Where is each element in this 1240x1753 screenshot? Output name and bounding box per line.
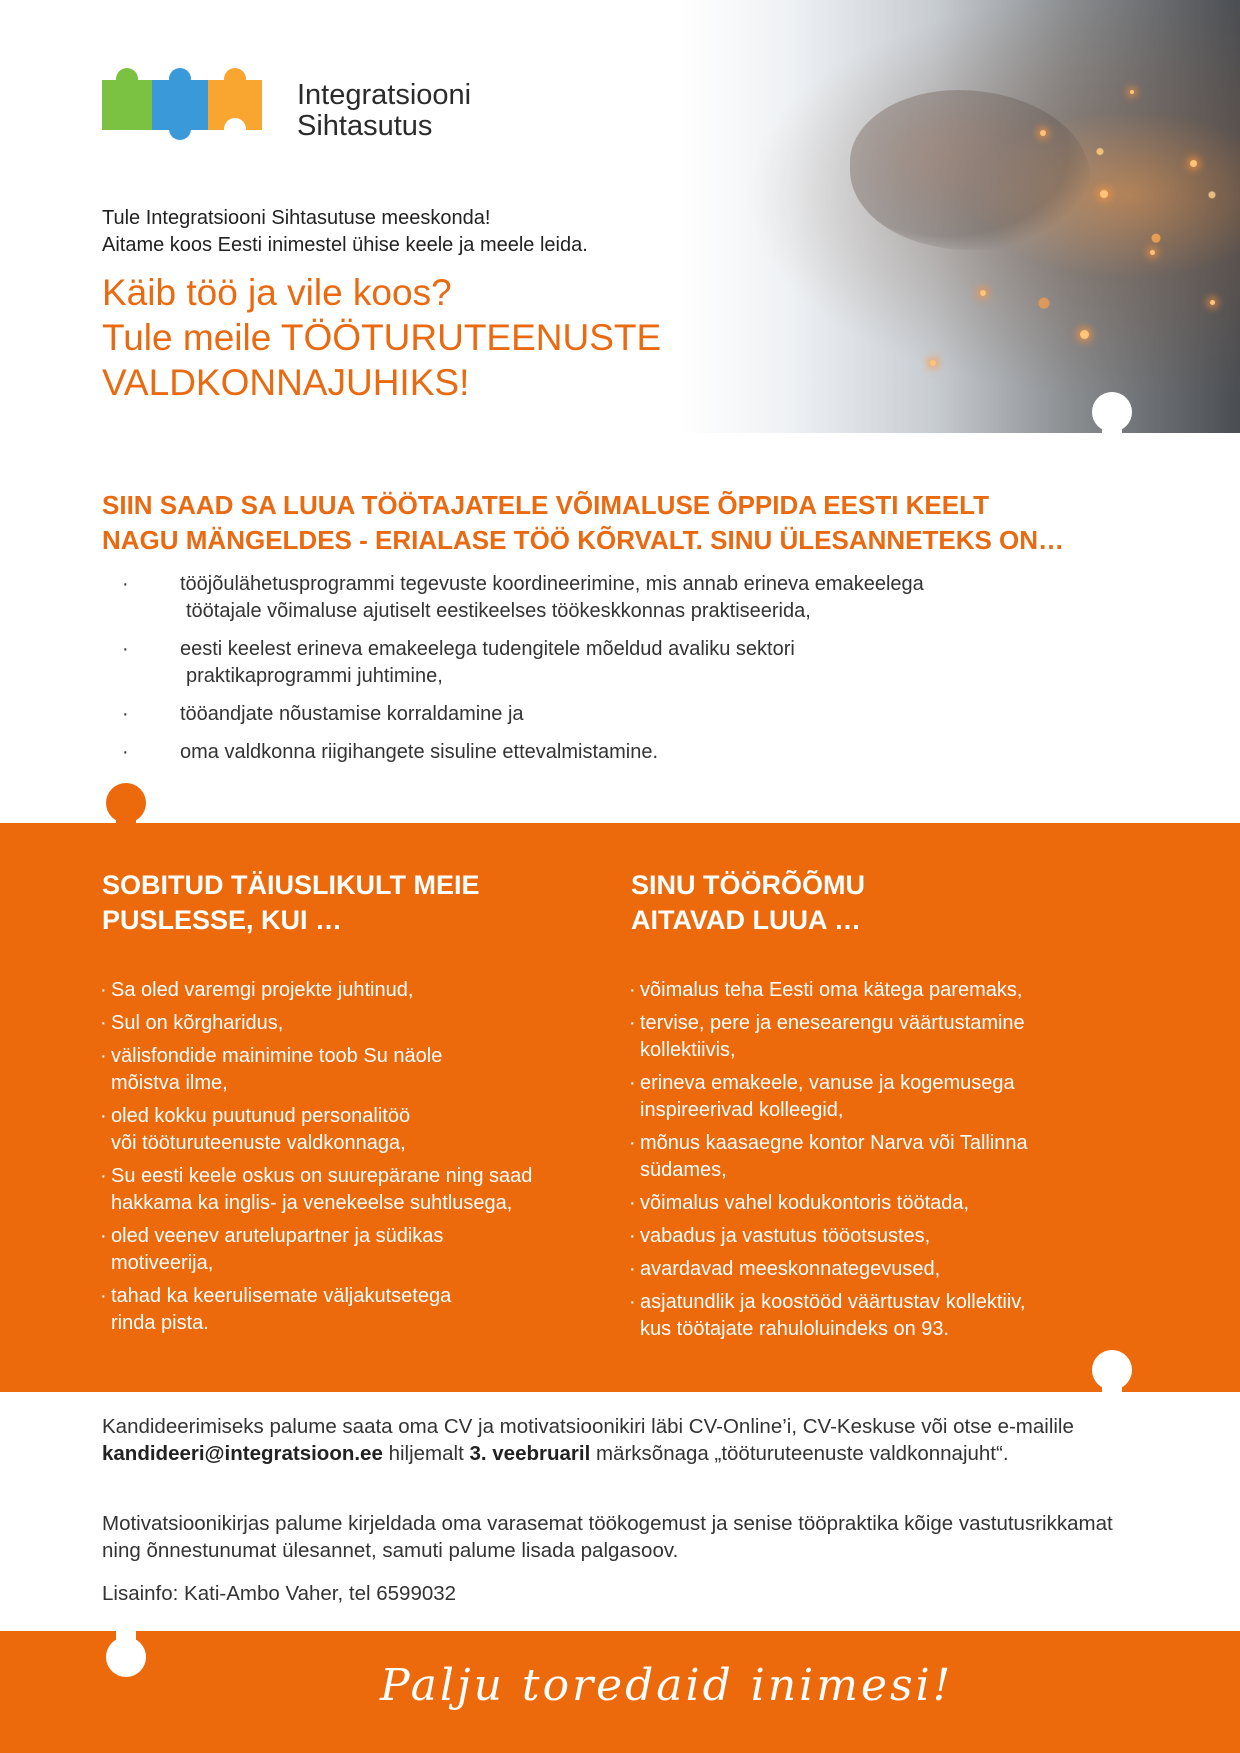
intro-line2: Aitame koos Eesti inimestel ühise keele ja meele leida. [102, 234, 588, 256]
apply-text: märksõnaga „tööturuteenuste valdkonnajuht“. [595, 1442, 1009, 1465]
list-item [122, 636, 1060, 690]
section-title-line2: NAGU MÄNGELDES - ERIALASE TÖÖ KÕRVALT. SINU ÜLESANNETEKS ON… [102, 525, 1065, 555]
list-item [629, 1070, 1149, 1124]
spark [1190, 160, 1197, 167]
header-photo [680, 0, 1240, 433]
spark [1040, 130, 1046, 136]
item-line: · oled veenev arutelupartner ja südikas [111, 1225, 444, 1247]
list-item [629, 977, 1149, 1004]
motivation-paragraph: Motivatsioonikirjas palume kirjeldada oma varasemat töökogemust ja senise tööpraktika kõige vastutusrikkamat ning õnnestunumat ülesannet, samuti palume lisada palgasoov. [102, 1512, 1113, 1562]
item-line: · erineva emakeele, vanuse ja kogemusega [640, 1072, 1015, 1094]
item-line: · Sul on kõrgharidus, [111, 1012, 284, 1034]
item-line: hakkama ka inglis- ja venekeelse suhtlusega, [111, 1192, 513, 1214]
section-title-line1: SIIN SAAD SA LUUA TÖÖTAJATELE VÕIMALUSE ÕPPIDA EESTI KEELT [102, 490, 989, 520]
section-title [102, 488, 1064, 558]
list-item [100, 1010, 630, 1037]
list-item [629, 1190, 1149, 1217]
intro-line1: Tule Integratsiooni Sihtasutuse meeskonda! [102, 207, 491, 229]
welding-hands-image [850, 90, 1090, 250]
logo-text [297, 80, 471, 142]
spark [1210, 300, 1215, 305]
spark [1100, 190, 1108, 198]
list-item [122, 739, 1060, 766]
duty-line: · tööandjate nõustamise korraldamine ja [180, 703, 524, 725]
right-col-list [629, 977, 1149, 1349]
apply-text: Kandideerimiseks palume saata oma CV ja motivatsioonikiri läbi CV-Online’i, CV-Keskuse või otse e-mailile [102, 1415, 1074, 1438]
list-item [629, 1289, 1149, 1343]
right-col-title-line1: SINU TÖÖRÕÕMU [631, 870, 865, 900]
duty-line: töötajale võimaluse ajutiselt eestikeelses töökeskkonnas praktiseerida, [186, 600, 811, 622]
item-line: · asjatundlik ja koostööd väärtustav kollektiiv, [640, 1291, 1026, 1313]
item-line: · välisfondide mainimine toob Su näole [111, 1045, 443, 1067]
item-line: rinda pista. [111, 1312, 209, 1334]
item-line: motiveerija, [111, 1252, 214, 1274]
left-col-list [100, 977, 630, 1343]
list-item [100, 977, 630, 1004]
left-col-title [102, 868, 480, 938]
item-line: või tööturuteenuste valdkonnaga, [111, 1132, 406, 1154]
item-line: kollektiivis, [640, 1039, 736, 1061]
list-item [100, 1283, 630, 1337]
headline-line1: Käib töö ja vile koos? [102, 272, 452, 313]
duties-list [122, 571, 1060, 777]
puzzle-knob-icon [1102, 415, 1122, 433]
list-item [122, 701, 1060, 728]
item-line: inspireerivad kolleegid, [640, 1099, 844, 1121]
right-col-title [631, 868, 865, 938]
list-item [100, 1223, 630, 1277]
spark [1150, 250, 1155, 255]
list-item [629, 1223, 1149, 1250]
list-item [100, 1043, 630, 1097]
logo-line1: Integratsiooni [297, 79, 472, 111]
item-line: · võimalus vahel kodukontoris töötada, [640, 1192, 970, 1214]
headline-line2: Tule meile TÖÖTURUTEENUSTE [102, 317, 662, 358]
item-line: · tervise, pere ja enesearengu väärtustamine [640, 1012, 1025, 1034]
duty-line: · eesti keelest erineva emakeelega tudengitele mõeldud avaliku sektori [180, 638, 795, 660]
item-line: · oled kokku puutunud personalitöö [111, 1105, 411, 1127]
list-item [100, 1163, 630, 1217]
item-line: · avardavad meeskonnategevused, [640, 1258, 941, 1280]
item-line: mõistva ilme, [111, 1072, 228, 1094]
puzzle-knob-icon [1102, 1372, 1122, 1394]
duty-line: · oma valdkonna riigihangete sisuline ettevalmistamine. [180, 741, 659, 763]
logo-line2: Sihtasutus [297, 110, 433, 142]
signature: Palju toredaid inimesi! [380, 1660, 954, 1711]
spark [980, 290, 986, 296]
puzzle-knob-icon [116, 805, 136, 825]
item-line: kus töötajate rahuloluindeks on 93. [640, 1318, 950, 1340]
duty-line: praktikaprogrammi juhtimine, [186, 665, 443, 687]
puzzle-knob-icon [116, 1629, 136, 1651]
item-line: südames, [640, 1159, 727, 1181]
item-line: · tahad ka keerulisemate väljakutsetega [111, 1285, 452, 1307]
email-link[interactable]: kandideeri@integratsioon.ee [102, 1442, 383, 1465]
left-col-title-line2: PUSLESSE, KUI … [102, 905, 343, 935]
list-item [122, 571, 1060, 625]
spark [930, 360, 936, 366]
headline-line3: VALDKONNAJUHIKS! [102, 362, 470, 403]
spark [1130, 90, 1134, 94]
item-line: · vabadus ja vastutus tööotsustes, [640, 1225, 931, 1247]
item-line: · Sa oled varemgi projekte juhtinud, [111, 979, 414, 1001]
list-item [629, 1256, 1149, 1283]
list-item [629, 1130, 1149, 1184]
apply-paragraph [102, 1413, 1142, 1467]
list-item [629, 1010, 1149, 1064]
deadline: 3. veebruaril [469, 1442, 591, 1465]
apply-text: hiljemalt [388, 1442, 464, 1465]
contact-info: Lisainfo: Kati-Ambo Vaher, tel 6599032 [102, 1582, 457, 1605]
headline [102, 270, 661, 405]
item-line: · mõnus kaasaegne kontor Narva või Tallinna [640, 1132, 1028, 1154]
right-col-title-line2: AITAVAD LUUA … [631, 905, 861, 935]
spark [1080, 330, 1089, 339]
item-line: · võimalus teha Eesti oma kätega paremaks, [640, 979, 1023, 1001]
duty-line: · tööjõulähetusprogrammi tegevuste koordineerimine, mis annab erineva emakeelega [180, 573, 924, 595]
item-line: · Su eesti keele oskus on suurepärane ning saad [111, 1165, 533, 1187]
left-col-title-line1: SOBITUD TÄIUSLIKULT MEIE [102, 870, 480, 900]
list-item [100, 1103, 630, 1157]
intro-text [102, 205, 588, 259]
